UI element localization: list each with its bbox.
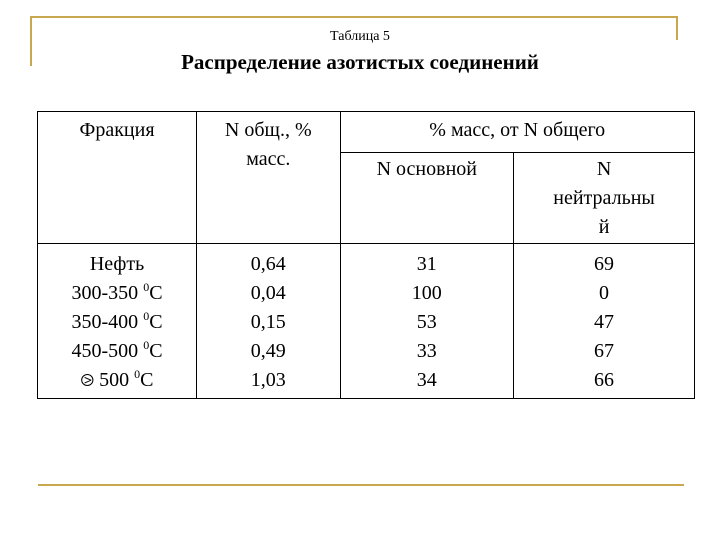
table-cell-n-basic: 31 [416,253,437,275]
fraction-column [38,244,197,399]
circled-greater-than-icon: ⧁ [80,371,95,391]
table-cell-n-total: 1,03 [250,369,286,391]
table-cell-n-neutral: 69 [594,253,615,275]
degree-mark: 0 [134,367,141,381]
header-n-neutral-line2: нейтральны [553,187,655,210]
n-basic-column [340,244,514,399]
table-cell-n-total: 0,64 [250,253,286,275]
frame-top-line [30,16,678,18]
header-fraction: Фракция [38,112,197,244]
table-cell-fraction: Нефть [89,253,145,275]
table-header-row [38,112,695,153]
header-n-total-line2: масс. [246,148,291,170]
nitrogen-table [37,111,695,399]
header-n-total-line1: N общ., % [224,119,312,141]
header-n-neutral-line3: й [598,216,610,239]
table-cell-n-neutral: 67 [594,340,615,362]
table-caption: Таблица 5 [330,29,390,44]
table-cell-n-basic: 53 [416,311,437,333]
frame-bottom-line [38,484,684,486]
n-neutral-column [514,244,695,399]
degree-mark: 0 [143,309,150,323]
degree-mark: 0 [143,338,150,352]
table-cell-n-neutral: 0 [599,282,610,304]
header-percent-group: % масс, от N общего [340,112,695,153]
table-cell-n-total: 0,49 [250,340,286,362]
header-n-neutral [514,153,695,244]
table-cell-fraction: 450-500 $^0$C [71,338,163,362]
table-cell-n-neutral: 47 [594,311,615,333]
table-body-row [38,244,695,399]
table-cell-n-basic: 100 [411,282,442,304]
header-n-neutral-line1: N [596,158,612,181]
table-cell-n-basic: 34 [416,369,437,391]
table-cell-n-total: 0,04 [250,282,286,304]
header-n-total [197,112,340,244]
n-total-column [197,244,340,399]
table-cell-n-neutral: 66 [594,369,615,391]
table-cell-fraction: 300-350 $^0$C [71,280,163,304]
table-cell-fraction: 350-400 $^0$C [71,309,163,333]
header-n-basic: N основной [340,153,514,244]
slide-title: Распределение азотистых соединений [181,50,539,74]
degree-mark: 0 [143,280,150,294]
table-cell-n-basic: 33 [416,340,437,362]
table-cell-fraction: ⧁ 500 $^0$C [42,366,192,395]
table-cell-n-total: 0,15 [250,311,286,333]
